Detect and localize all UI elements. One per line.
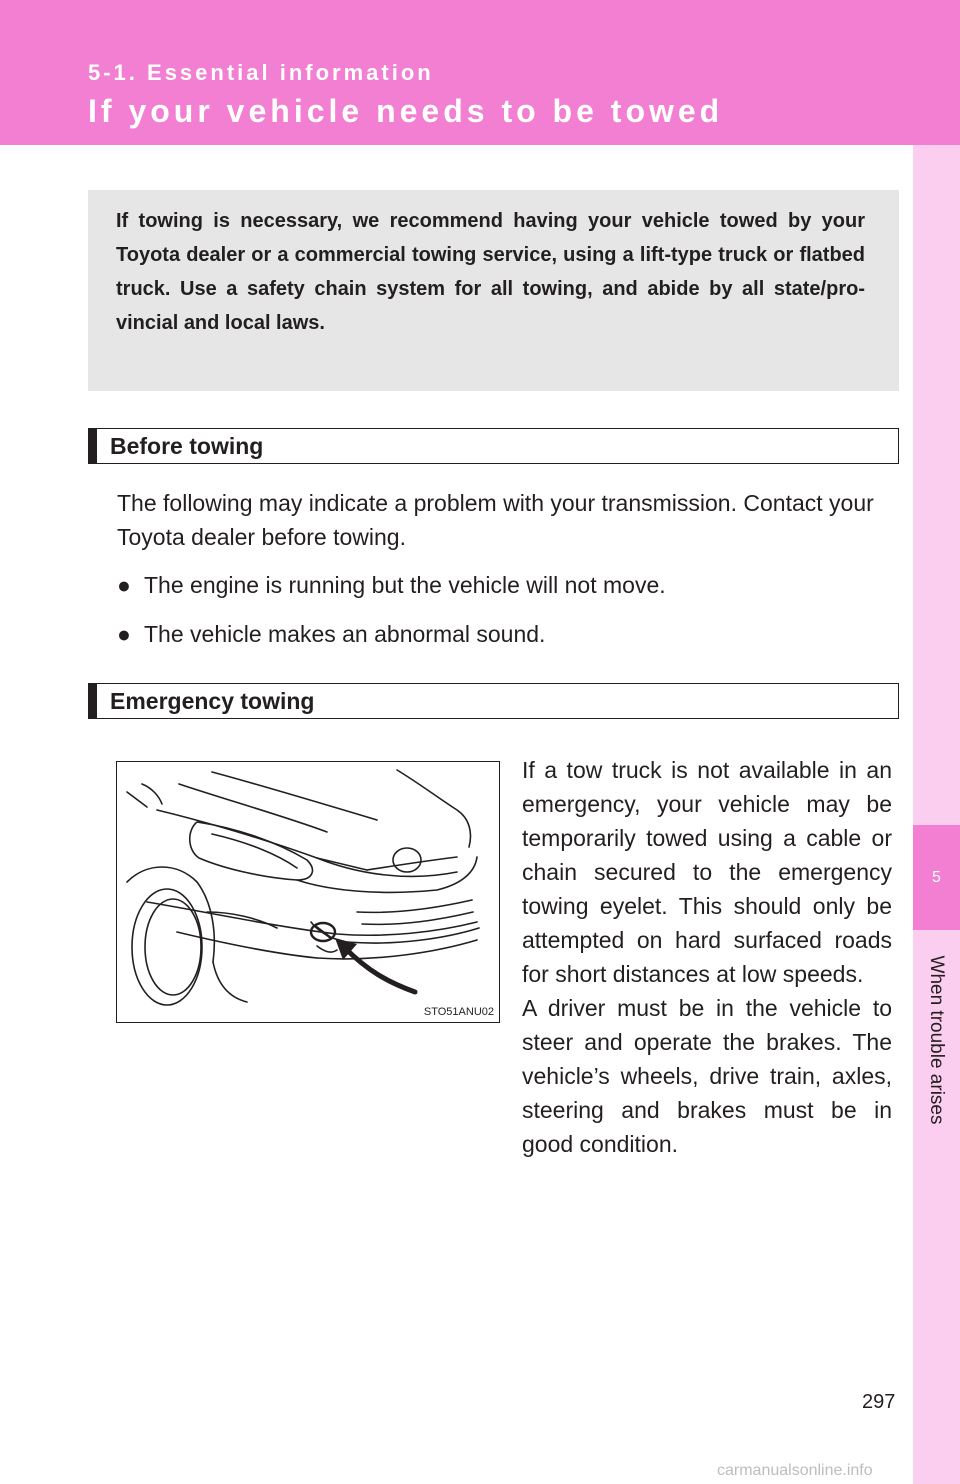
before-towing-heading-text: Before towing xyxy=(110,433,264,459)
watermark: carmanualsonline.info xyxy=(717,1462,873,1479)
emergency-towing-heading xyxy=(88,683,899,719)
intro-text: If towing is necessary, we recommend having your vehicle towed by your Toyota dealer or a commercial towing service, using a lift-type truck or flatbed truck. Use a safety chain system for all towing, and abide by all state/provincial and local laws. xyxy=(116,210,865,334)
before-towing-heading xyxy=(88,428,899,464)
bullet-text: The engine is running but the vehicle will not move. xyxy=(144,572,666,598)
heading-bar xyxy=(89,684,97,718)
emergency-towing-heading-text: Emergency towing xyxy=(110,688,315,714)
bullet-symbol: ● xyxy=(117,572,131,598)
bullet-symbol: ● xyxy=(117,621,131,647)
section-label: 5-1. Essential information xyxy=(88,60,434,85)
bullet-text: The vehicle makes an abnormal sound. xyxy=(144,621,546,647)
emergency-towing-paragraph-2: A driver must be in the vehicle to steer and operate the brakes. The vehicle’s wheels, drive train, axles, steering and brakes must be in good condition. xyxy=(522,995,892,1157)
intro-box xyxy=(88,190,899,391)
chapter-number-tab[interactable]: 5 xyxy=(913,825,960,930)
chapter-title: When trouble arises xyxy=(926,955,947,1125)
before-towing-paragraph: The following may indicate a problem with your transmission. Contact your Toyota dealer before towing. xyxy=(117,490,874,550)
figure-code: STO51ANU02 xyxy=(423,1006,494,1018)
heading-bar xyxy=(89,429,97,463)
page-number: 297 xyxy=(862,1391,896,1413)
bullet-item xyxy=(117,617,545,651)
car-front-drawing xyxy=(117,762,500,1023)
emergency-towing-text xyxy=(522,753,892,1161)
page-header xyxy=(0,0,960,145)
page-title: If your vehicle needs to be towed xyxy=(88,93,724,129)
towing-eyelet-illustration xyxy=(116,761,500,1023)
side-tab xyxy=(913,145,960,1484)
bullet-item xyxy=(117,568,666,602)
emergency-towing-paragraph-1: If a tow truck is not available in an emergency, your vehicle may be temporarily towed using a cable or chain secured to the emergency towing eyelet. This should only be attempted on hard surfaced roads for short distances at low speeds. xyxy=(522,757,892,987)
